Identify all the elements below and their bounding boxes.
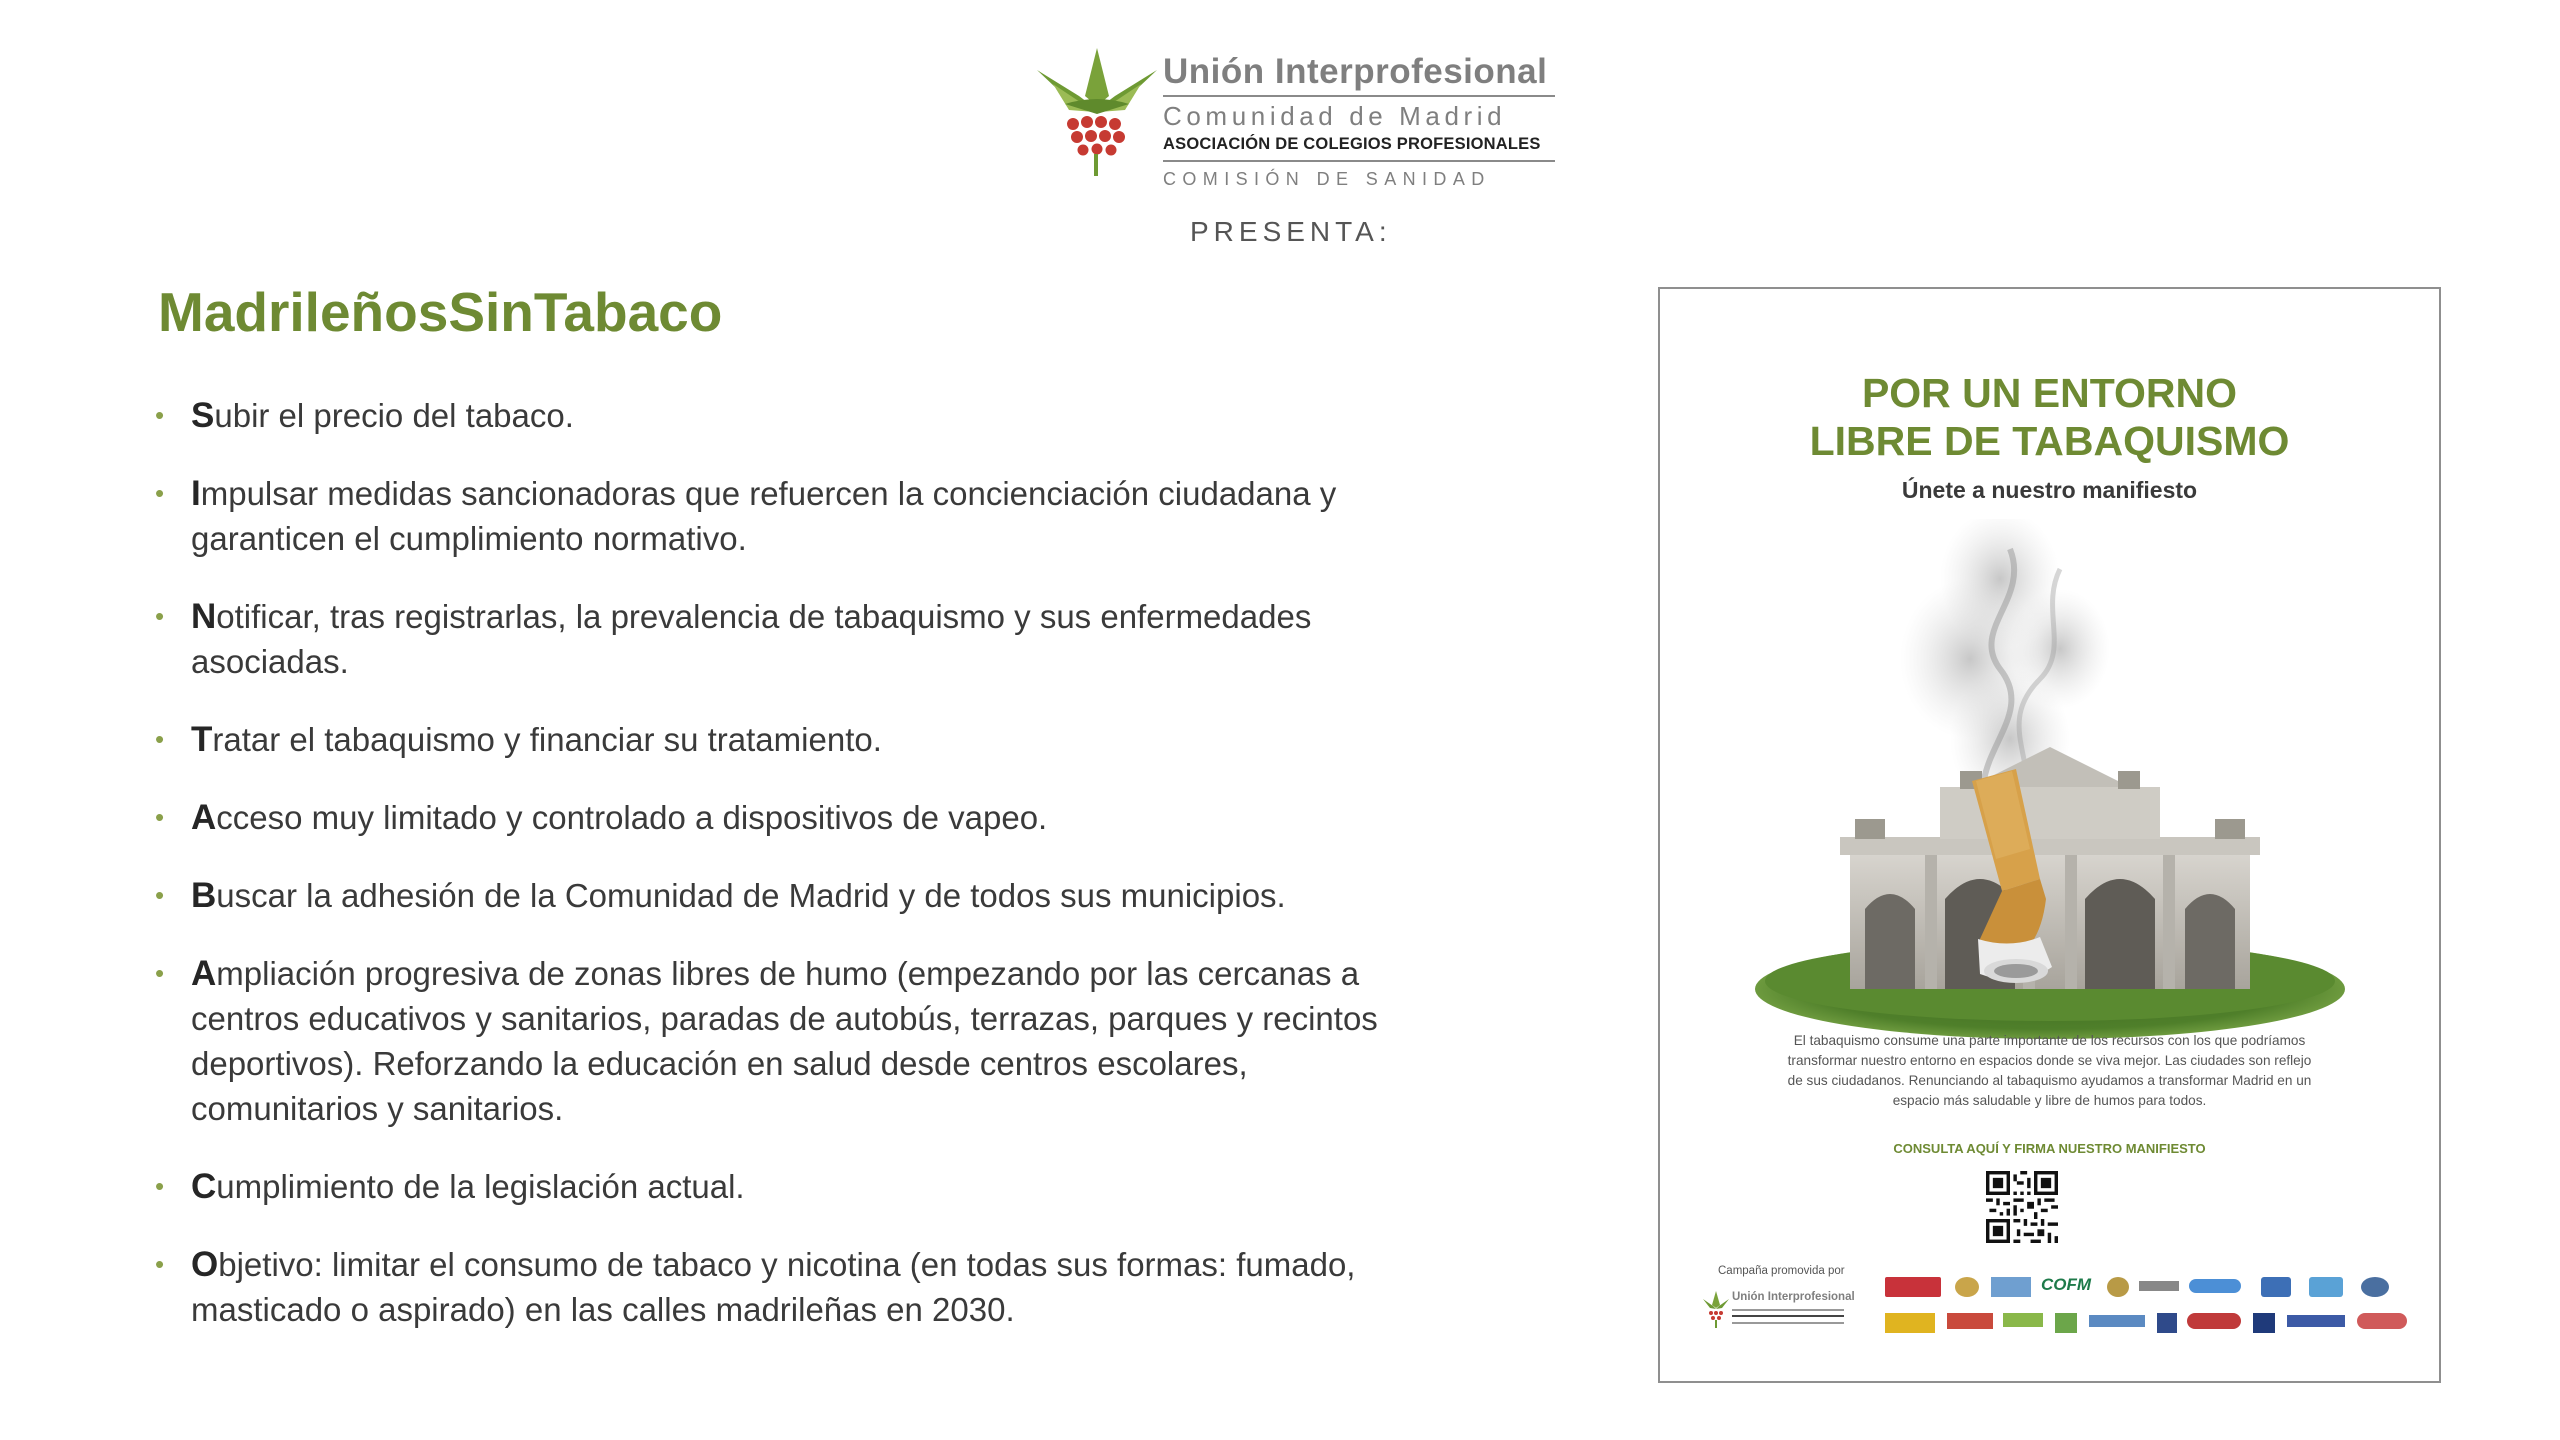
bullet-icon: •	[155, 880, 165, 910]
acronym-initial: A	[191, 954, 217, 993]
list-item-text: umplimiento de la legislación actual.	[216, 1168, 745, 1205]
leaf-emblem-icon	[1702, 1289, 1730, 1329]
list-item	[155, 795, 1425, 840]
list-item	[155, 1242, 1425, 1332]
partner-logo	[2357, 1313, 2407, 1329]
list-item-text: mpulsar medidas sancionadoras que refuercen la concienciación ciudadana y garanticen el cumplimiento normativo.	[191, 475, 1337, 557]
logo-association: ASOCIACIÓN DE COLEGIOS PROFESIONALES	[1163, 135, 1541, 153]
promoted-by-label: Campaña promovida por	[1718, 1265, 1845, 1277]
promoter-logo	[1702, 1287, 1855, 1339]
list-item-text: cceso muy limitado y controlado a dispositivos de vapeo.	[216, 799, 1048, 836]
logo-title: Unión Interprofesional	[1163, 52, 1548, 91]
logo-divider	[1163, 160, 1555, 162]
acronym-initial: O	[191, 1245, 219, 1284]
poster-title	[1660, 369, 2439, 465]
partner-logo	[2187, 1313, 2241, 1329]
partner-logo	[2157, 1313, 2177, 1333]
bullet-icon: •	[155, 802, 165, 832]
list-item	[155, 471, 1425, 561]
measures-list	[155, 393, 1425, 1365]
bullet-icon: •	[155, 958, 165, 988]
partner-logo	[1955, 1277, 1979, 1297]
partner-logo	[2261, 1277, 2291, 1297]
manifesto-cta[interactable]: CONSULTA AQUÍ Y FIRMA NUESTRO MANIFIESTO	[1893, 1141, 2206, 1156]
partner-logo	[2189, 1279, 2241, 1293]
acronym-initial: C	[191, 1167, 217, 1206]
bullet-icon: •	[155, 1171, 165, 1201]
promoter-logo-lines	[1732, 1309, 1844, 1311]
bullet-icon: •	[155, 601, 165, 631]
partner-logo	[1885, 1313, 1935, 1333]
page-title: MadrileñosSinTabaco	[158, 281, 723, 343]
bullet-icon: •	[155, 478, 165, 508]
partner-logo	[2055, 1313, 2077, 1333]
puerta-de-alcala-cigarette-illustration	[1740, 519, 2360, 1119]
partner-logo	[1885, 1277, 1941, 1297]
logo-commission: COMISIÓN DE SANIDAD	[1163, 169, 1491, 189]
partner-logo	[2107, 1277, 2129, 1297]
union-interprofesional-logo	[1035, 44, 1555, 194]
list-item	[155, 717, 1425, 762]
acronym-initial: T	[191, 720, 213, 759]
logo-divider	[1163, 95, 1555, 97]
partner-logo	[2287, 1315, 2345, 1327]
list-item-text: ubir el precio del tabaco.	[214, 397, 574, 434]
leaf-emblem-icon	[1035, 44, 1160, 176]
logo-subtitle: Comunidad de Madrid	[1163, 101, 1507, 131]
acronym-initial: S	[191, 396, 215, 435]
campaign-poster	[1658, 287, 2441, 1383]
bullet-icon: •	[155, 724, 165, 754]
poster-subtitle: Únete a nuestro manifiesto	[1901, 477, 2198, 503]
promoter-logo-lines	[1732, 1322, 1844, 1324]
partner-logos	[1885, 1277, 2425, 1357]
partner-logo	[2089, 1315, 2145, 1327]
list-item-text: uscar la adhesión de la Comunidad de Madrid y de todos sus municipios.	[216, 877, 1286, 914]
presenta-label: PRESENTA:	[1190, 216, 1392, 247]
bullet-icon: •	[155, 400, 165, 430]
partner-logo	[1947, 1313, 1993, 1329]
partner-logo-cofm: COFM	[2041, 1275, 2092, 1294]
acronym-initial: N	[191, 597, 217, 636]
list-item	[155, 393, 1425, 438]
poster-title-line-2: LIBRE DE TABAQUISMO	[1809, 418, 2290, 464]
partner-logo	[1991, 1277, 2031, 1297]
list-item	[155, 594, 1425, 684]
partner-logo	[2361, 1277, 2389, 1297]
poster-title-line-1: POR UN ENTORNO	[1861, 370, 2238, 416]
list-item-text: ratar el tabaquismo y financiar su tratamiento.	[212, 721, 882, 758]
acronym-initial: A	[191, 798, 217, 837]
partner-logo	[2139, 1281, 2179, 1291]
promoter-logo-lines	[1732, 1315, 1844, 1317]
list-item-text: mpliación progresiva de zonas libres de humo (empezando por las cercanas a centros educativos y sanitarios, paradas de autobús, terrazas, parques y recintos deportivos). Reforzando la educación en salud desde centros escolares, comunitarios y sanitarios.	[191, 955, 1378, 1127]
promoter-logo-title: Unión Interprofesional	[1732, 1291, 1855, 1303]
partner-logo	[2003, 1313, 2043, 1327]
poster-body-text: El tabaquismo consume una parte importante de los recursos con los que podríamos transformar nuestro entorno en espacios donde se viva mejor. Las ciudades son reflejo de sus ciudadanos. Renunciando al tabaquismo ayudamos a transformar Madrid en un espacio más saludable y libre de humos para todos.	[1787, 1033, 2312, 1108]
list-item-text: otificar, tras registrarlas, la prevalencia de tabaquismo y sus enfermedades asociadas.	[191, 598, 1312, 680]
acronym-initial: B	[191, 876, 217, 915]
qr-code-icon[interactable]	[1986, 1171, 2058, 1243]
list-item-text: bjetivo: limitar el consumo de tabaco y nicotina (en todas sus formas: fumado, masticado o aspirado) en las calles madrileñas en 2030.	[191, 1246, 1356, 1328]
list-item	[155, 951, 1425, 1131]
list-item	[155, 873, 1425, 918]
bullet-icon: •	[155, 1249, 165, 1279]
list-item	[155, 1164, 1425, 1209]
partner-logo	[2253, 1313, 2275, 1333]
acronym-initial: I	[191, 474, 201, 513]
partner-logo	[2309, 1277, 2343, 1297]
